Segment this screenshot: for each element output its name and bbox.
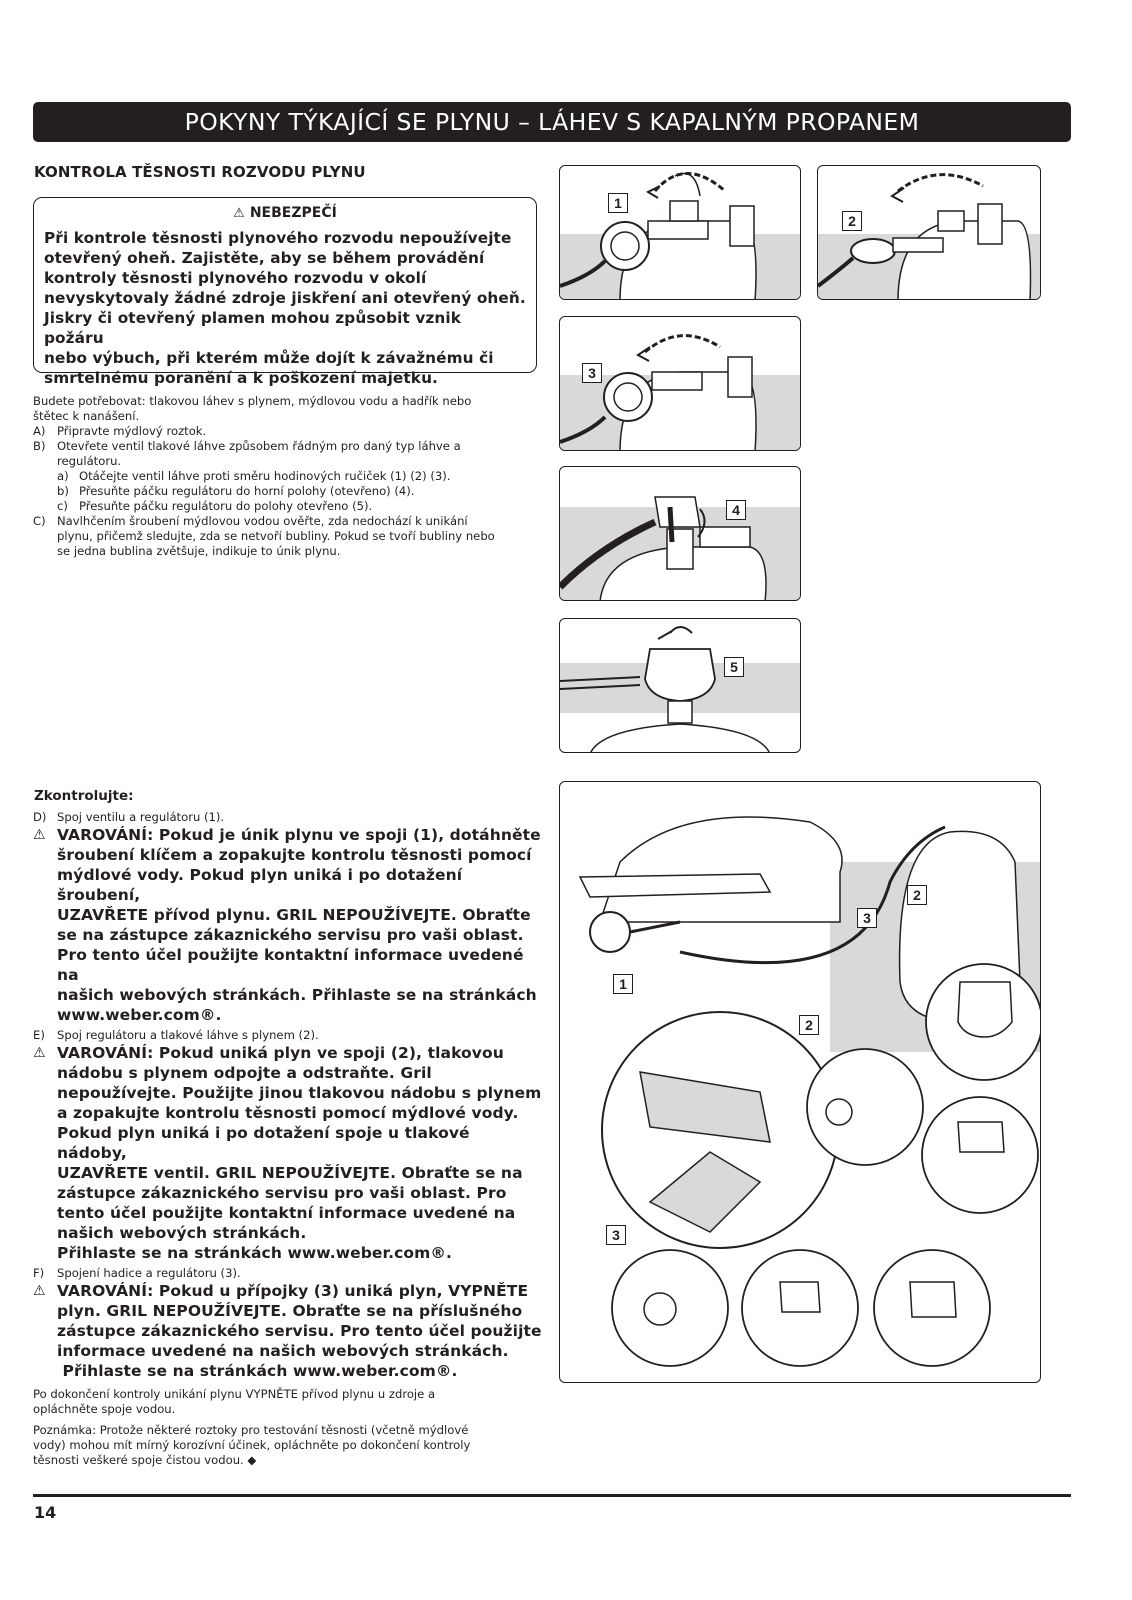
danger-line: nebo výbuch, při kterém může dojít k závažnému či <box>44 349 494 367</box>
warning-triangle-icon: ⚠ <box>233 206 245 221</box>
overview-label-2a: 2 <box>907 885 927 905</box>
overview-label-3a: 3 <box>857 908 877 928</box>
intro-list <box>33 394 543 559</box>
intro-need-line: štětec k nanášení. <box>33 409 140 423</box>
figure-4-regulator-lever <box>559 466 801 601</box>
section-title: KONTROLA TĚSNOSTI ROZVODU PLYNU <box>34 163 366 181</box>
danger-line: kontroly těsnosti plynového rozvodu v okolí <box>44 269 427 287</box>
overview-illustration <box>560 782 1041 1383</box>
danger-line: nevyskytovaly žádné zdroje jiskření ani otevřený oheň. <box>44 289 526 307</box>
step-a-upper: A) Připravte mýdlový roztok. <box>33 424 207 438</box>
danger-line: Jiskry či otevřený plamen mohou způsobit vznik požáru <box>44 309 462 347</box>
page-number: 14 <box>34 1503 57 1522</box>
overview-label-2b: 2 <box>799 1015 819 1035</box>
after-check-text: Po dokončení kontroly unikání plynu VYPNĚTE přívod plynu u zdroje a opláchněte spoje vodou. <box>33 1387 436 1416</box>
figure-label-4: 4 <box>726 500 746 520</box>
warning-triangle-icon: ⚠ <box>33 1283 46 1299</box>
overview-label-1: 1 <box>613 974 633 994</box>
warning-d: ⚠ VAROVÁNÍ: Pokud je únik plynu ve spoji (1), dotáhněte šroubení klíčem a zopakujte kontrolu těsnosti pomocí mýdlové vody. Pokud plyn uniká i po dotažení šroubení, UZAVŘETE přívod plynu. GRIL NEPOUŽÍVEJTE. Obraťte se na zástupce zákaznického servisu pro vaši oblast. Pro tento účel použijte kontaktní informace uvedené na našich webových stránkách. Přihlaste se na stránkách www.weber.com®. <box>33 826 541 1024</box>
figure-2-valve-turn <box>817 165 1041 300</box>
figure-1-valve-turn <box>559 165 801 300</box>
check-list <box>33 810 543 1468</box>
figure-4-illustration <box>560 467 801 601</box>
figure-label-5: 5 <box>724 657 744 677</box>
check-title: Zkontrolujte: <box>34 788 134 804</box>
note-text: Poznámka: Protože některé roztoky pro testování těsnosti (včetně mýdlové vody) mohou mít mírný korozívní účinek, opláchněte po dokončení kontroly těsnosti veškeré spoje čistou vodou. ◆ <box>33 1423 471 1467</box>
figure-label-3: 3 <box>582 363 602 383</box>
danger-line: smrtelnému poranění a k poškození majetku. <box>44 369 438 387</box>
warning-e: ⚠ VAROVÁNÍ: Pokud uniká plyn ve spoji (2), tlakovou nádobu s plynem odpojte a odstraňte. Gril nepoužívejte. Použijte jinou tlakovou nádobu s plynem a zopakujte kontrolu těsnosti pomocí mýdlové vody. Pokud plyn uniká i po dotažení spoje u tlakové nádoby, UZAVŘETE ventil. GRIL NEPOUŽÍVEJTE. Obraťte se na zástupce zákaznického servisu pro vaši oblast. Pro tento účel použijte kontaktní informace uvedené na našich webových stránkách. Přihlaste se na stránkách www.weber.com®. <box>33 1044 542 1262</box>
danger-title <box>44 205 526 221</box>
step-b-lower: b) Přesuňte páčku regulátoru do horní polohy (otevřeno) (4). <box>57 484 415 498</box>
figure-2-illustration <box>818 166 1041 300</box>
warning-f: ⚠ VAROVÁNÍ: Pokud u přípojky (3) uniká plyn, VYPNĚTE plyn. GRIL NEPOUŽÍVEJTE. Obraťte se na příslušného zástupce zákaznického servisu. Pro tento účel použijte informace uvedené na našich webových stránkách. Přihlaste se na stránkách www.weber.com®. <box>33 1282 542 1380</box>
danger-text <box>44 228 526 388</box>
check-f: F) Spojení hadice a regulátoru (3). <box>33 1266 241 1280</box>
danger-line: otevřený oheň. Zajistěte, aby se během provádění <box>44 249 485 267</box>
figure-5-illustration <box>560 619 801 753</box>
figure-5-regulator-open <box>559 618 801 753</box>
intro-need-line: Budete potřebovat: tlakovou láhev s plynem, mýdlovou vodu a hadřík nebo <box>33 394 472 408</box>
figure-leak-check-overview <box>559 781 1041 1383</box>
check-e: E) Spoj regulátoru a tlakové láhve s plynem (2). <box>33 1028 319 1042</box>
danger-box <box>33 197 537 387</box>
footer-rule <box>33 1494 1071 1497</box>
step-c-upper: C) Navlhčením šroubení mýdlovou vodou ověřte, zda nedochází k unikání plynu, přičemž sledujte, zda se netvoří bubliny. Pokud se tvoří bubliny nebo se jedna bublina zvětšuje, indikuje to únik plynu. <box>33 514 495 558</box>
step-c-lower: c) Přesuňte páčku regulátoru do polohy otevřeno (5). <box>57 499 373 513</box>
figure-3-illustration <box>560 317 801 451</box>
warning-triangle-icon: ⚠ <box>33 827 46 843</box>
page-banner-title: POKYNY TÝKAJÍCÍ SE PLYNU – LÁHEV S KAPALNÝM PROPANEM <box>33 102 1071 142</box>
danger-line: Při kontrole těsnosti plynového rozvodu nepoužívejte <box>44 229 512 247</box>
warning-triangle-icon: ⚠ <box>33 1045 46 1061</box>
check-d: D) Spoj ventilu a regulátoru (1). <box>33 810 225 824</box>
figure-3-valve-turn <box>559 316 801 451</box>
figure-label-1: 1 <box>608 193 628 213</box>
danger-title-text: NEBEZPEČÍ <box>249 205 337 221</box>
figure-label-2: 2 <box>842 211 862 231</box>
step-b-upper: B) Otevřete ventil tlakové láhve způsobem řádným pro daný typ láhve a regulátoru. <box>33 439 461 468</box>
step-a-lower: a) Otáčejte ventil láhve proti směru hodinových ručiček (1) (2) (3). <box>57 469 451 483</box>
figure-1-illustration <box>560 166 801 300</box>
overview-label-3b: 3 <box>606 1225 626 1245</box>
